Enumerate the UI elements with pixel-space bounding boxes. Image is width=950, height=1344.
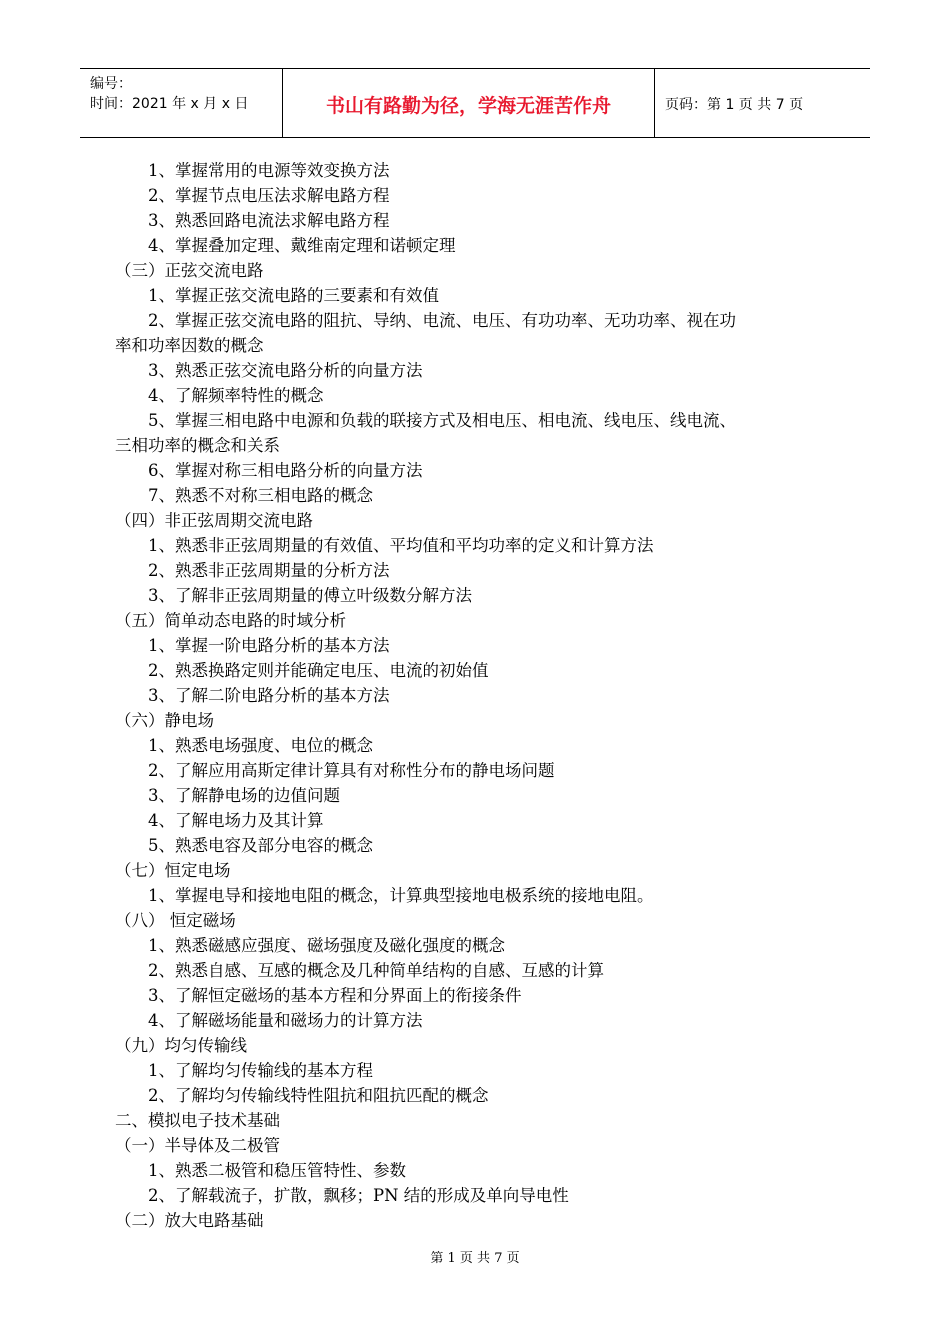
list-item: 1、掌握一阶电路分析的基本方法 (148, 636, 390, 655)
list-item-text: 5、掌握三相电路中电源和负载的联接方式及相电压、相电流、线电压、线电流、 (148, 411, 736, 430)
list-item: 7、熟悉不对称三相电路的概念 (148, 486, 373, 505)
list-item: 3、了解非正弦周期量的傅立叶级数分解方法 (148, 586, 472, 605)
list-item: 2、熟悉非正弦周期量的分析方法 (148, 561, 390, 580)
list-item: 3、了解恒定磁场的基本方程和分界面上的衔接条件 (148, 986, 522, 1005)
header-motto-cell (283, 69, 655, 137)
section-heading: （九）均匀传输线 (115, 1036, 247, 1055)
page-header (80, 68, 870, 138)
list-item: 3、了解二阶电路分析的基本方法 (148, 686, 390, 705)
list-item: 1、掌握常用的电源等效变换方法 (148, 161, 390, 180)
list-item: 4、了解频率特性的概念 (148, 386, 324, 405)
list-item: 1、熟悉二极管和稳压管特性、参数 (148, 1161, 406, 1180)
section-heading: （二）放大电路基础 (115, 1211, 264, 1230)
section-heading: （五）简单动态电路的时域分析 (115, 611, 346, 630)
list-item-text: 2、掌握正弦交流电路的阻抗、导纳、电流、电压、有功功率、无功功率、视在功 (148, 311, 736, 330)
list-item: 2、熟悉换路定则并能确定电压、电流的初始值 (148, 661, 489, 680)
list-item: 6、掌握对称三相电路分析的向量方法 (148, 461, 423, 480)
header-left-cell (80, 69, 283, 137)
page-footer: 第 1 页 共 7 页 (430, 1251, 520, 1266)
list-item-multiline (115, 308, 840, 358)
list-item-continuation: 三相功率的概念和关系 (115, 436, 280, 455)
list-item: 3、熟悉回路电流法求解电路方程 (148, 211, 390, 230)
list-item: 4、了解磁场能量和磁场力的计算方法 (148, 1011, 423, 1030)
section-heading: （八） 恒定磁场 (115, 911, 236, 930)
list-item: 5、熟悉电容及部分电容的概念 (148, 836, 373, 855)
list-item: 1、熟悉非正弦周期量的有效值、平均值和平均功率的定义和计算方法 (148, 536, 654, 555)
list-item-multiline (115, 408, 840, 458)
list-item: 2、了解均匀传输线特性阻抗和阻抗匹配的概念 (148, 1086, 489, 1105)
header-page-info: 页码：第 1 页 共 7 页 (665, 97, 804, 113)
list-item: 4、掌握叠加定理、戴维南定理和诺顿定理 (148, 236, 456, 255)
document-body (115, 158, 840, 1233)
section-heading: （七）恒定电场 (115, 861, 231, 880)
list-item: 2、掌握节点电压法求解电路方程 (148, 186, 390, 205)
section-heading: （三）正弦交流电路 (115, 261, 264, 280)
list-item: 1、掌握电导和接地电阻的概念，计算典型接地电极系统的接地电阻。 (148, 886, 654, 905)
list-item: 4、了解电场力及其计算 (148, 811, 324, 830)
document-date: 时间：2021 年 x 月 x 日 (90, 96, 249, 112)
list-item: 2、了解载流子，扩散，飘移；PN 结的形成及单向导电性 (148, 1186, 569, 1205)
list-item-continuation: 率和功率因数的概念 (115, 336, 264, 355)
list-item: 3、熟悉正弦交流电路分析的向量方法 (148, 361, 423, 380)
list-item: 2、熟悉自感、互感的概念及几种简单结构的自感、互感的计算 (148, 961, 604, 980)
list-item: 1、掌握正弦交流电路的三要素和有效值 (148, 286, 439, 305)
header-motto: 书山有路勤为径，学海无涯苦作舟 (325, 95, 611, 117)
list-item: 2、了解应用高斯定律计算具有对称性分布的静电场问题 (148, 761, 555, 780)
list-item: 3、了解静电场的边值问题 (148, 786, 340, 805)
document-number-label: 编号： (90, 76, 132, 92)
list-item: 1、熟悉电场强度、电位的概念 (148, 736, 373, 755)
list-item: 1、了解均匀传输线的基本方程 (148, 1061, 373, 1080)
section-heading: 二、模拟电子技术基础 (115, 1111, 280, 1130)
section-heading: （四）非正弦周期交流电路 (115, 511, 313, 530)
section-heading: （六）静电场 (115, 711, 214, 730)
list-item: 1、熟悉磁感应强度、磁场强度及磁化强度的概念 (148, 936, 505, 955)
header-right-cell (655, 69, 870, 137)
section-heading: （一）半导体及二极管 (115, 1136, 280, 1155)
